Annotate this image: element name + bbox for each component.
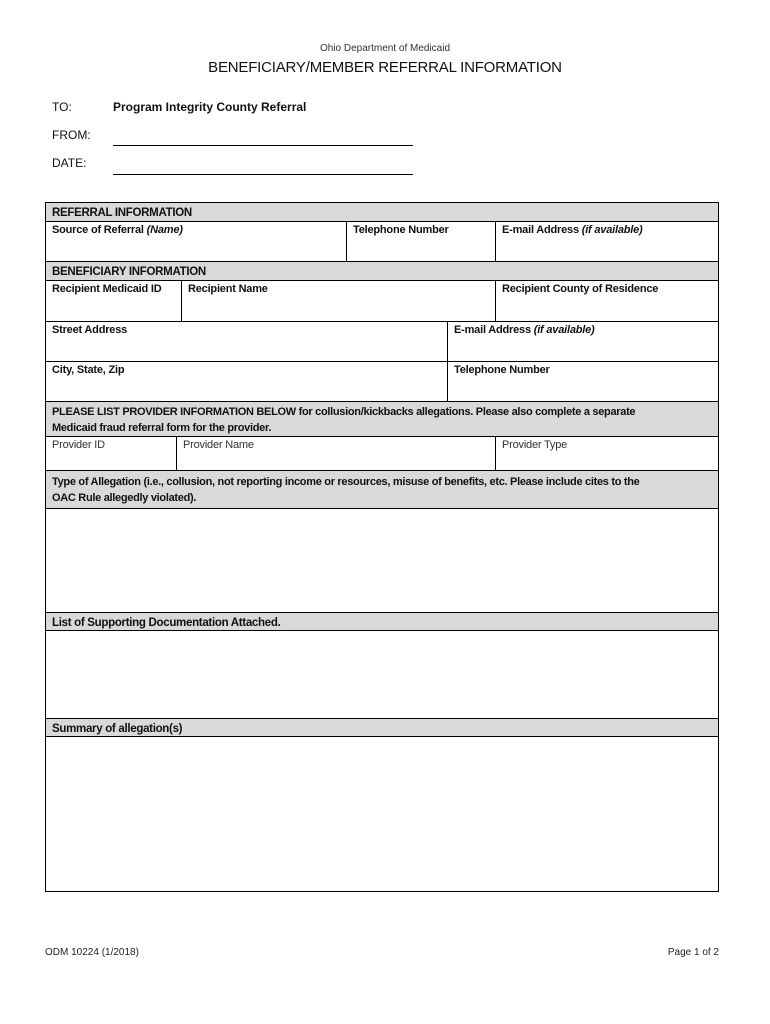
page-number: Page 1 of 2 <box>667 947 719 958</box>
referral-section-header <box>46 203 718 222</box>
allegation-type-line-2: OAC Rule allegedly violated). <box>52 492 197 504</box>
referral-section-title: REFERRAL INFORMATION <box>52 207 192 219</box>
provider-fields-row <box>46 437 718 471</box>
referral-fields-row <box>46 222 718 262</box>
to-label: TO: <box>52 100 72 114</box>
recipient-county-label: Recipient County of Residence <box>502 283 659 295</box>
provider-instructions <box>46 402 718 438</box>
beneficiary-id-row <box>46 281 718 322</box>
referral-telephone-field[interactable] <box>346 222 495 261</box>
form-number: ODM 10224 (1/2018) <box>45 947 139 958</box>
source-of-referral-field[interactable] <box>46 222 346 261</box>
recipient-medicaid-id-field[interactable] <box>46 281 181 321</box>
beneficiary-email-note: (if available) <box>533 324 595 336</box>
recipient-county-field[interactable] <box>495 281 718 321</box>
provider-type-label: Provider Type <box>502 439 568 451</box>
allegation-type-field[interactable] <box>46 509 718 613</box>
referral-email-label: E-mail Address <box>502 224 579 236</box>
provider-name-field[interactable] <box>176 437 495 470</box>
recipient-medicaid-id-label: Recipient Medicaid ID <box>52 283 162 295</box>
beneficiary-city-row <box>46 362 718 402</box>
beneficiary-email-field[interactable] <box>447 322 718 361</box>
street-address-field[interactable] <box>46 322 447 361</box>
from-label: FROM: <box>52 128 91 142</box>
date-label: DATE: <box>52 156 87 170</box>
beneficiary-section-title: BENEFICIARY INFORMATION <box>52 266 206 278</box>
from-field[interactable] <box>113 132 413 146</box>
provider-section-header <box>46 402 718 437</box>
documentation-header <box>46 613 718 631</box>
provider-id-label: Provider ID <box>52 439 105 451</box>
source-of-referral-note: (Name) <box>146 224 183 236</box>
referral-email-field[interactable] <box>495 222 718 261</box>
street-address-label: Street Address <box>52 324 128 336</box>
recipient-name-label: Recipient Name <box>188 283 268 295</box>
agency-name: Ohio Department of Medicaid <box>319 43 451 54</box>
city-state-zip-label: City, State, Zip <box>52 364 125 376</box>
city-state-zip-field[interactable] <box>46 362 447 401</box>
beneficiary-address-row <box>46 322 718 362</box>
provider-type-field[interactable] <box>495 437 718 470</box>
beneficiary-telephone-label: Telephone Number <box>454 364 550 376</box>
to-value: Program Integrity County Referral <box>113 100 307 114</box>
form-title: BENEFICIARY/MEMBER REFERRAL INFORMATION <box>208 59 562 76</box>
beneficiary-section-header <box>46 262 718 281</box>
provider-name-label: Provider Name <box>183 439 254 451</box>
date-field[interactable] <box>113 161 413 175</box>
referral-email-note: (if available) <box>581 224 643 236</box>
provider-instruction-line-1: PLEASE LIST PROVIDER INFORMATION BELOW for collusion/kickbacks allegations. Please also complete a separate <box>52 406 636 418</box>
beneficiary-email-label: E-mail Address <box>454 324 531 336</box>
beneficiary-telephone-field[interactable] <box>447 362 718 401</box>
referral-telephone-label: Telephone Number <box>353 224 449 236</box>
summary-field[interactable] <box>46 737 718 891</box>
provider-id-field[interactable] <box>46 437 176 470</box>
allegation-type-line-1: Type of Allegation (i.e., collusion, not reporting income or resources, misuse of benefits, etc. Please include cites to the <box>52 476 640 488</box>
allegation-type-instructions <box>46 471 718 508</box>
source-of-referral-label: Source of Referral <box>52 224 144 236</box>
provider-instruction-line-2: Medicaid fraud referral form for the provider. <box>52 422 272 434</box>
documentation-label: List of Supporting Documentation Attached. <box>52 617 281 629</box>
summary-header <box>46 719 718 737</box>
documentation-field[interactable] <box>46 631 718 719</box>
allegation-type-header <box>46 471 718 509</box>
recipient-name-field[interactable] <box>181 281 495 321</box>
summary-label: Summary of allegation(s) <box>52 723 183 735</box>
referral-form-table <box>45 202 719 892</box>
